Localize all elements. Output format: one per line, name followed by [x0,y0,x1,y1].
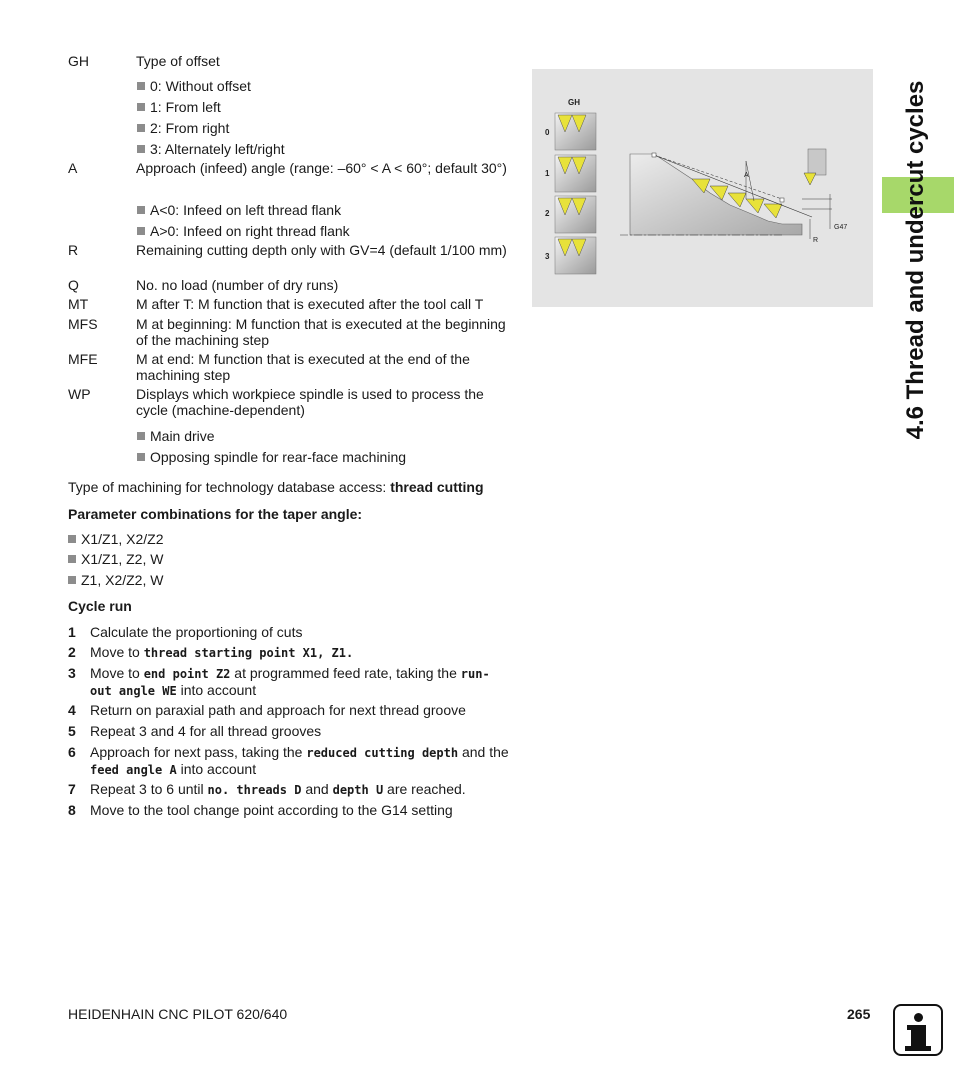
gh-offset-box-1 [555,155,596,192]
gh-option-3: 3: Alternately left/right [137,141,285,157]
page-number: 265 [847,1006,871,1022]
gh-option-0: 0: Without offset [137,78,251,94]
chapter-title-text: 4.6 Thread and undercut cycles [902,80,929,440]
gh-row-label-1: 1 [545,169,550,178]
thread-diagram-svg [532,69,873,307]
tool-holder [808,149,826,175]
gh-option-1: 1: From left [137,99,221,115]
taper-item-2: Z1, X2/Z2, W [68,572,163,588]
gh-offset-box-3 [555,237,596,274]
wp-option-0: Main drive [137,428,215,444]
r-label: R [813,237,819,244]
thread-cycle-figure [532,69,873,307]
a-option-0: A<0: Infeed on left thread flank [137,202,341,218]
gh-offset-box-0 [555,113,596,150]
g47-label: G47 [834,224,848,231]
taper-heading: Parameter combinations for the taper angle: [68,506,363,522]
cycle-heading: Cycle run [68,598,132,614]
footer-product-name: HEIDENHAIN CNC PILOT 620/640 [68,1006,288,1022]
angle-a-label: A [744,172,749,179]
workpiece-shape [630,154,802,235]
gh-row-label-0: 0 [545,128,550,137]
end-point-marker [780,198,784,202]
gh-option-2: 2: From right [137,120,229,136]
tech-database-line: Type of machining for technology database access: thread cutting [68,479,484,495]
figure-gh-label: GH [568,98,580,107]
wp-option-1: Opposing spindle for rear-face machining [137,449,406,465]
gh-row-label-2: 2 [545,209,550,218]
gh-offset-box-2 [555,196,596,233]
tool-insert [804,173,816,185]
info-icon [893,1004,943,1056]
start-point-marker [652,153,656,157]
gh-row-label-3: 3 [545,252,550,261]
taper-item-0: X1/Z1, X2/Z2 [68,531,163,547]
a-option-1: A>0: Infeed on right thread flank [137,223,350,239]
taper-item-1: X1/Z1, Z2, W [68,551,163,567]
